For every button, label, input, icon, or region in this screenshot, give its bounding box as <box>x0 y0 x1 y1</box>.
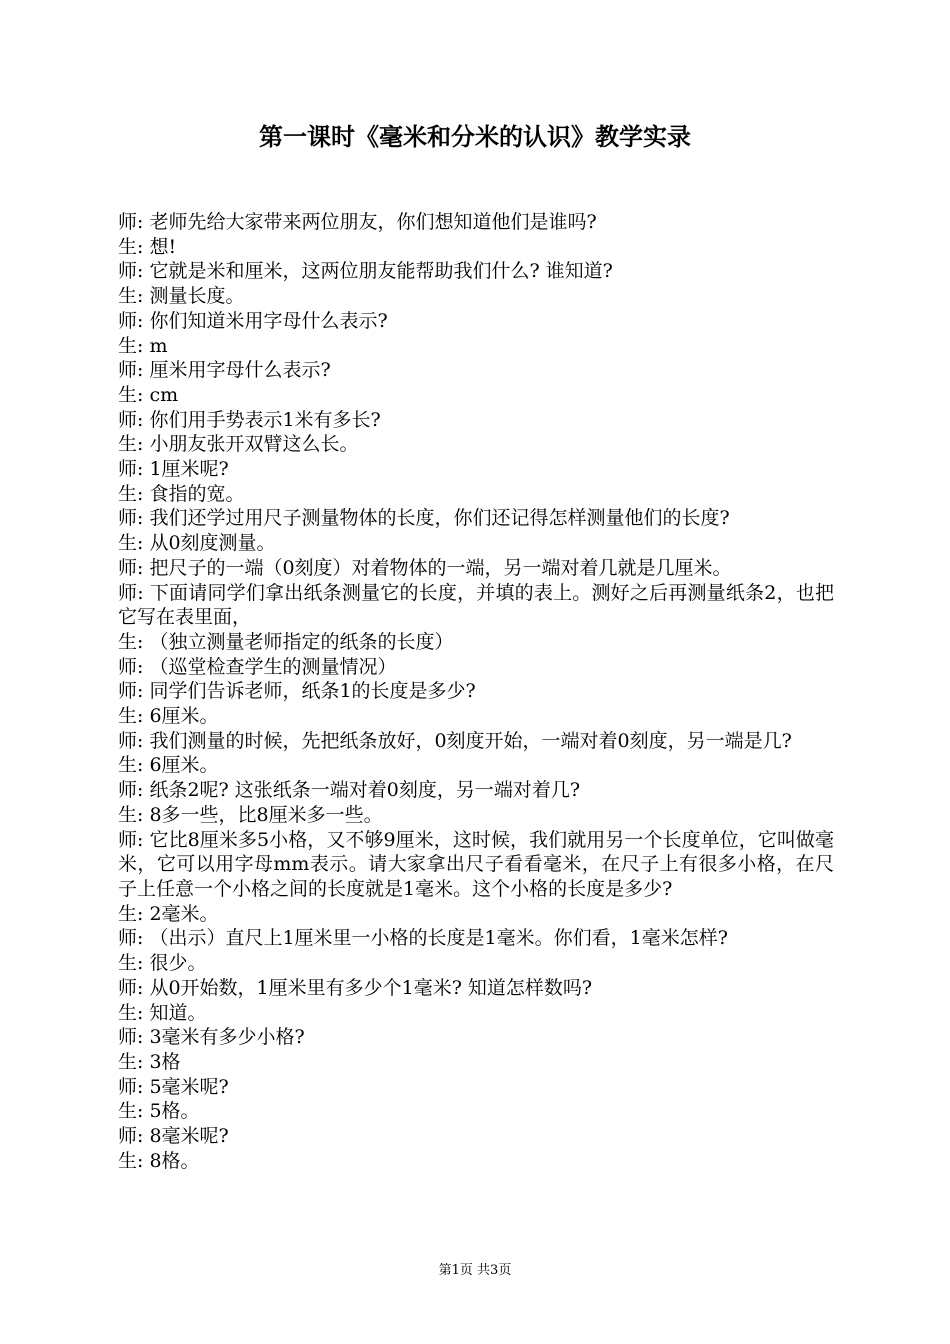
transcript-line: 生: 8格。 <box>118 1149 200 1172</box>
transcript-line: 生: 很少。 <box>118 952 207 975</box>
transcript-line: 师: 3毫米有多少小格? <box>118 1026 305 1049</box>
transcript-line: 师: 你们知道米用字母什么表示? <box>118 309 388 332</box>
transcript-line: 师: 同学们告诉老师，纸条1的长度是多少? <box>118 680 476 703</box>
transcript-line: 生: 小朋友张开双臂这么长。 <box>118 433 359 456</box>
transcript-line: 生: 6厘米。 <box>118 754 219 777</box>
transcript-line: 生: 3格 <box>118 1050 181 1073</box>
transcript-line: 师: 8毫米呢? <box>118 1125 229 1148</box>
transcript-line: 师: 从0开始数，1厘米里有多少个1毫米? 知道怎样数吗? <box>118 976 593 999</box>
transcript-line: 师: 1厘米呢? <box>118 458 229 481</box>
transcript-line: 师: 我们测量的时候，先把纸条放好，0刻度开始，一端对着0刻度，另一端是几? <box>118 729 792 752</box>
transcript-line: 生: 想! <box>118 235 177 258</box>
transcript-line: 生: 8多一些，比8厘米多一些。 <box>118 803 383 826</box>
transcript-line: 师: 纸条2呢? 这张纸条一端对着0刻度，另一端对着几? <box>118 779 581 802</box>
transcript-line: 师: 厘米用字母什么表示? <box>118 359 331 382</box>
transcript-line: 生: 食指的宽。 <box>118 482 245 505</box>
transcript-line: 师: （出示）直尺上1厘米里一小格的长度是1毫米。你们看，1毫米怎样? <box>118 927 728 950</box>
transcript-line: 师: 它就是米和厘米，这两位朋友能帮助我们什么? 谁知道? <box>118 260 613 283</box>
transcript-body <box>118 210 834 1173</box>
transcript-line: 生: 2毫米。 <box>118 902 219 925</box>
transcript-line: 师: 下面请同学们拿出纸条测量它的长度，并填的表上。测好之后再测量纸条2，也把它写在表里面， <box>118 581 834 629</box>
transcript-line: 生: 测量长度。 <box>118 285 245 308</box>
transcript-line: 师: 它比8厘米多5小格，又不够9厘米，这时候，我们就用另一个长度单位，它叫做毫米，它可以用字母mm表示。请大家拿出尺子看看毫米，在尺子上有很多小格，在尺子上任意一个小格之间的长度就是1毫米。这个小格的长度是多少? <box>118 828 834 900</box>
transcript-line: 生: 从0刻度测量。 <box>118 532 276 555</box>
transcript-line: 师: （巡堂检查学生的测量情况） <box>118 655 397 678</box>
transcript-line: 生: 5格。 <box>118 1100 200 1123</box>
transcript-line: 师: 你们用手势表示1米有多长? <box>118 408 381 431</box>
transcript-line: 师: 把尺子的一端（0刻度）对着物体的一端，另一端对着几就是几厘米。 <box>118 556 732 579</box>
transcript-line: 师: 5毫米呢? <box>118 1075 229 1098</box>
transcript-line: 师: 老师先给大家带来两位朋友，你们想知道他们是谁吗? <box>118 211 597 233</box>
page-title: 第一课时《毫米和分米的认识》教学实录 <box>259 123 691 151</box>
transcript-line: 生: cm <box>118 383 179 406</box>
transcript-line: 生: m <box>118 334 168 357</box>
transcript-line: 生: 6厘米。 <box>118 705 219 728</box>
transcript-line: 生: （独立测量老师指定的纸条的长度） <box>118 630 454 653</box>
transcript-line: 生: 知道。 <box>118 1001 207 1024</box>
page-number-footer: 第1页 共3页 <box>438 1263 512 1278</box>
transcript-line: 师: 我们还学过用尺子测量物体的长度，你们还记得怎样测量他们的长度? <box>118 507 730 530</box>
